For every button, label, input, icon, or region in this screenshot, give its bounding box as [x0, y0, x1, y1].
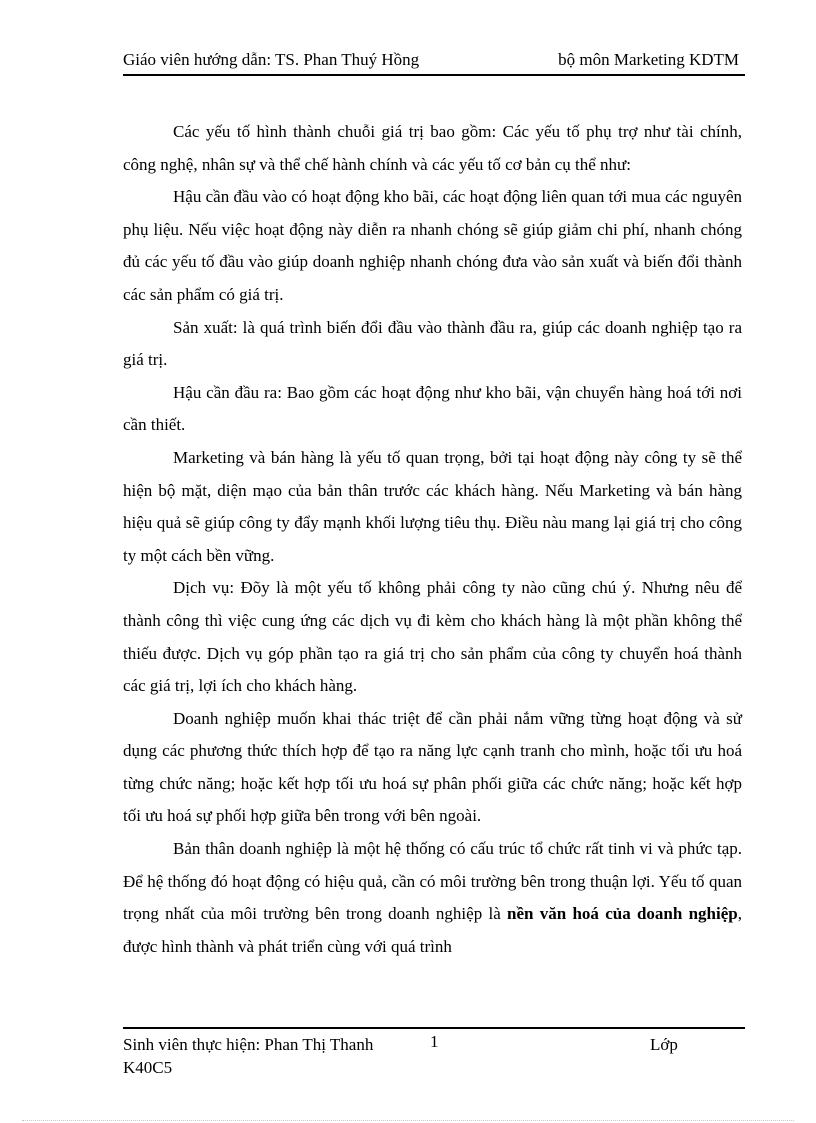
paragraph-text: Bản thân doanh nghiệp là một hệ thống có cấu trúc tổ chức rất tinh vi và phức tạp. Để hệ thống đó hoạt động có hiệu quả, cần có môi trường bên trong thuận lợi. Yếu tố quan trọng nhất của môi trường bên trong doanh nghiệp là [123, 839, 742, 924]
paragraph-text: , được hình thành và phát triển cùng với quá trình [123, 904, 742, 956]
paragraph: Dịch vụ: Đõy là một yếu tố không phải công ty nào cũng chú ý. Nhưng nêu để thành công thì việc cung ứng các dịch vụ đi kèm cho khách hàng là một phần không thể thiếu được. Dịch vụ góp phần tạo ra giá trị cho sản phẩm của công ty chuyển hoá thành các giá trị, lợi ích cho khách hàng. [123, 578, 742, 696]
bold-term: nền văn hoá của doanh nghiệp [507, 904, 738, 924]
header-advisor: Giáo viên hướng dẫn: TS. Phan Thuý Hồng [123, 50, 420, 69]
document-body [123, 116, 742, 963]
paragraph: Hậu cần đầu vào có hoạt động kho bãi, các hoạt động liên quan tới mua các nguyên phụ liệu. Nếu việc hoạt động này diễn ra nhanh chóng sẽ giúp giảm chi phí, nhanh chóng đủ các yếu tố đầu vào giúp doanh nghiệp nhanh chóng đưa vào sản xuất và biến đổi thành các sản phẩm có giá trị. [123, 187, 742, 304]
header-department: bộ môn Marketing KDTM [558, 50, 739, 69]
paragraph: Doanh nghiệp muốn khai thác triệt để cần phải nắm vững từng hoạt động và sử dụng các phương thức thích hợp để tạo ra năng lực cạnh tranh cho mình, hoặc tối ưu hoá từng chức năng; hoặc kết hợp tối ưu hoá sự phân phối giữa các chức năng; hoặc kết hợp tối ưu hoá sự phối hợp giữa bên trong với bên ngoài. [123, 708, 742, 826]
page-edge-divider [22, 1120, 794, 1121]
paragraph: Sản xuất: là quá trình biến đổi đầu vào thành đầu ra, giúp các doanh nghiệp tạo ra giá trị. [123, 317, 742, 370]
footer-rule [123, 1027, 745, 1029]
footer-class: Lớp [650, 1035, 678, 1054]
page-header [123, 48, 745, 76]
paragraph: Các yếu tố hình thành chuỗi giá trị bao gồm: Các yếu tố phụ trợ như tài chính, công nghệ, nhân sự và thể chế hành chính và các yếu tố cơ bản cụ thể như: [123, 122, 742, 174]
footer-student: Sinh viên thực hiện: Phan Thị Thanh K40C5 [123, 1035, 374, 1077]
page-number: 1 [430, 1032, 439, 1051]
paragraph: Marketing và bán hàng là yếu tố quan trọng, bởi tại hoạt động này công ty sẽ thể hiện bộ mặt, diện mạo của bản thân trước các khách hàng. Nếu Marketing và bán hàng hiệu quả sẽ giúp công ty đẩy mạnh khối lượng tiêu thụ. Điều nàu mang lại giá trị cho công ty một cách bền vững. [123, 447, 742, 565]
paragraph: Hậu cần đầu ra: Bao gồm các hoạt động như kho bãi, vận chuyển hàng hoá tới nơi cần thiết. [123, 382, 742, 435]
paragraph-last [123, 833, 742, 963]
